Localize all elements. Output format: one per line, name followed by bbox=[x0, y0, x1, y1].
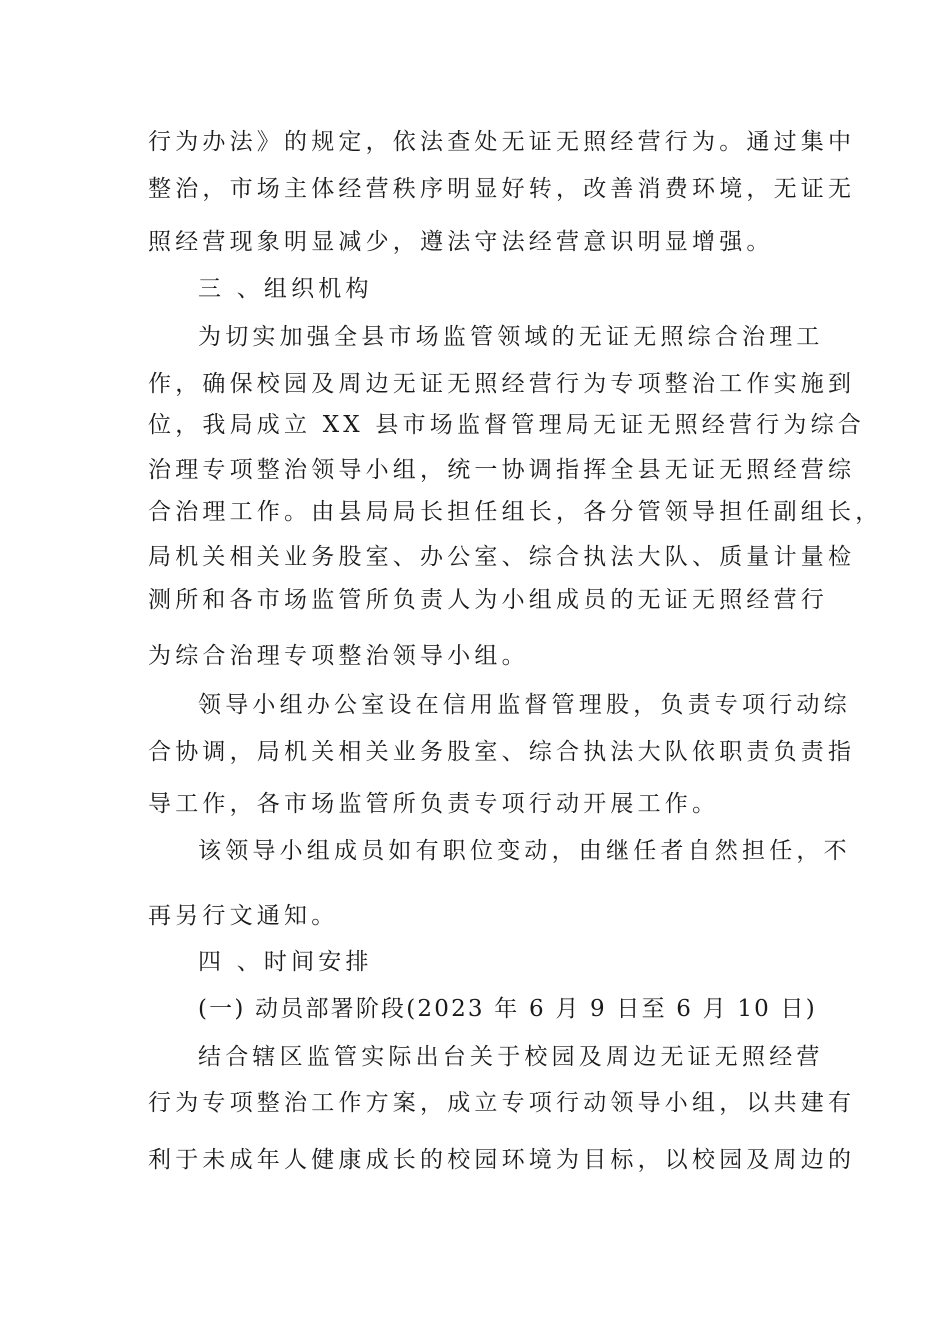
section-heading: 四 、时间安排 bbox=[198, 949, 373, 975]
paragraph-line: 结合辖区监管实际出台关于校园及周边无证无照经营 bbox=[198, 1044, 824, 1070]
paragraph-line: 该领导小组成员如有职位变动，由继任者自然担任，不 bbox=[198, 838, 851, 864]
paragraph-line: 治理专项整治领导小组，统一协调指挥全县无证无照经营综 bbox=[148, 457, 856, 483]
paragraph-line: 行为专项整治工作方案，成立专项行动领导小组，以共建有 bbox=[148, 1090, 856, 1116]
paragraph-line: 测所和各市场监管所负责人为小组成员的无证无照经营行 bbox=[148, 587, 828, 613]
paragraph-line: 合协调，局机关相关业务股室、综合执法大队依职责负责指 bbox=[148, 739, 856, 765]
paragraph-line: 为切实加强全县市场监管领域的无证无照综合治理工 bbox=[198, 324, 824, 350]
paragraph-line: 作，确保校园及周边无证无照经营行为专项整治工作实施到 bbox=[148, 371, 856, 397]
paragraph-line: 再另行文通知。 bbox=[148, 903, 339, 929]
paragraph-line: 领导小组办公室设在信用监督管理股，负责专项行动综 bbox=[198, 692, 851, 718]
paragraph-line: 照经营现象明显减少，遵法守法经营意识明显增强。 bbox=[148, 229, 774, 255]
paragraph-line: 行为办法》的规定，依法查处无证无照经营行为。通过集中 bbox=[148, 129, 856, 155]
paragraph-line: 导工作，各市场监管所负责专项行动开展工作。 bbox=[148, 791, 720, 817]
paragraph-line: 局机关相关业务股室、办公室、综合执法大队、质量计量检 bbox=[148, 544, 856, 570]
subsection-heading: (一) 动员部署阶段(2023 年 6 月 9 日至 6 月 10 日) bbox=[198, 996, 817, 1022]
paragraph-line: 合治理工作。由县局局长担任组长，各分管领导担任副组长， bbox=[148, 499, 883, 525]
paragraph-line: 整治，市场主体经营秩序明显好转，改善消费环境，无证无 bbox=[148, 176, 856, 202]
paragraph-line: 利于未成年人健康成长的校园环境为目标，以校园及周边的 bbox=[148, 1147, 856, 1173]
paragraph-line: 为综合治理专项整治领导小组。 bbox=[148, 643, 529, 669]
section-heading: 三 、组织机构 bbox=[198, 276, 373, 302]
paragraph-line: 位，我局成立 XX 县市场监督管理局无证无照经营行为综合 bbox=[148, 412, 865, 438]
